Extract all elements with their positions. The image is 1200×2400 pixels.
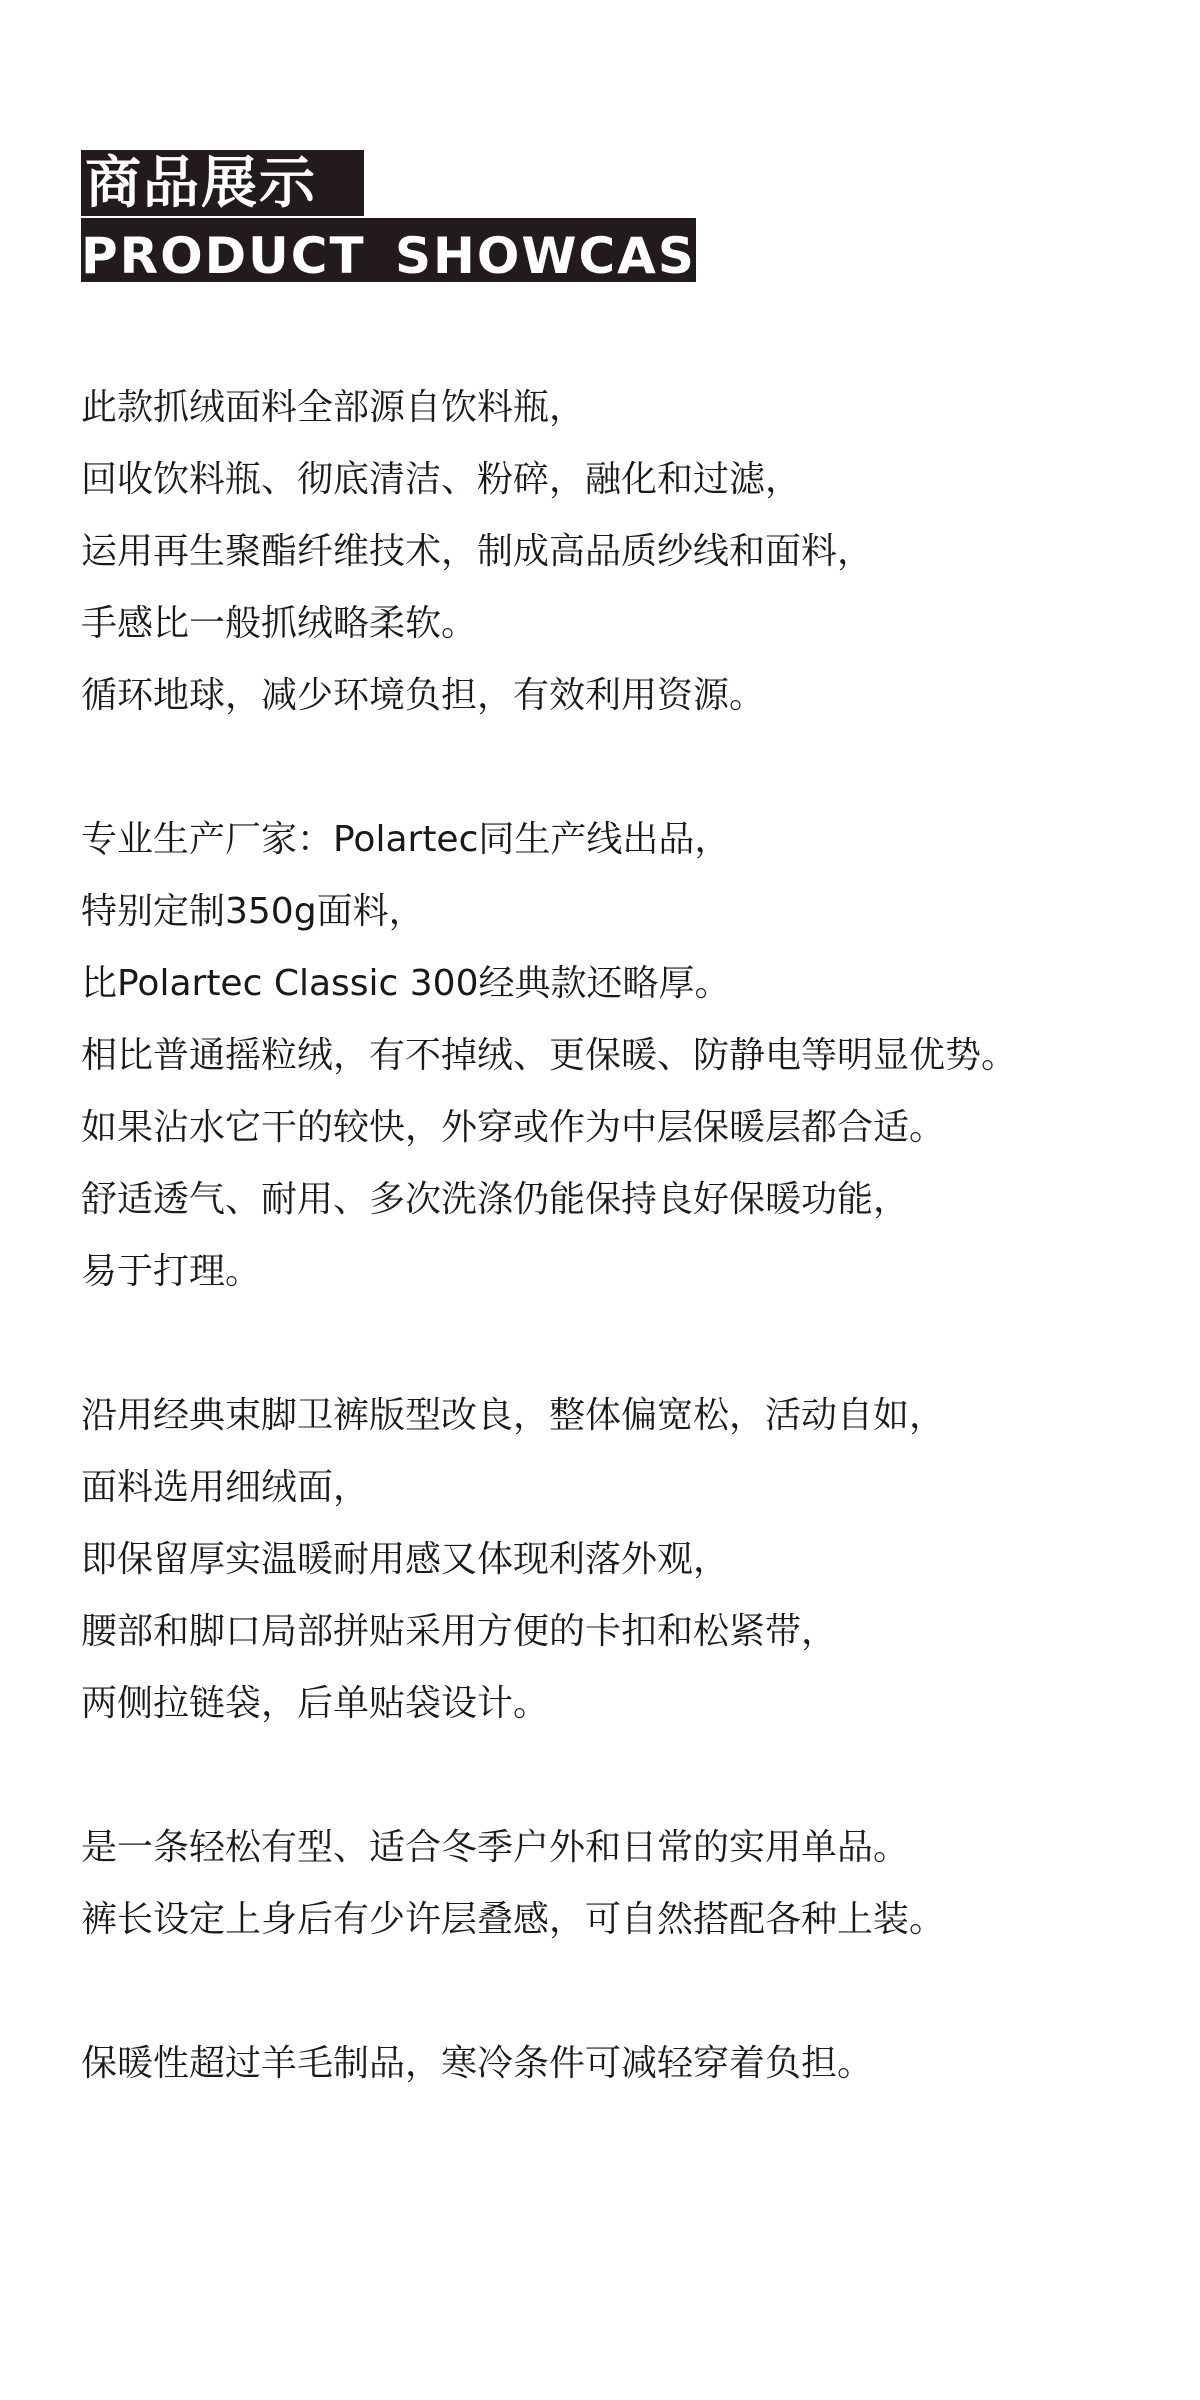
paragraph-warmth bbox=[81, 2028, 1181, 2100]
paragraph-design bbox=[81, 1380, 1181, 1740]
text-line: 专业生产厂家：Polartec同生产线出品， bbox=[81, 819, 731, 860]
product-description bbox=[81, 372, 1181, 2172]
text-line: 两侧拉链袋，后单贴袋设计。 bbox=[81, 1683, 550, 1724]
title-cn-background bbox=[81, 150, 364, 216]
text-line: 即保留厚实温暖耐用感又体现利落外观， bbox=[81, 1539, 730, 1580]
text-line: 相比普通摇粒绒，有不掉绒、更保暖、防静电等明显优势。 bbox=[81, 1035, 1018, 1076]
paragraph-recycled-material bbox=[81, 372, 1181, 732]
text-line: 面料选用细绒面， bbox=[81, 1467, 370, 1508]
text-line: 腰部和脚口局部拼贴采用方便的卡扣和松紧带， bbox=[81, 1611, 838, 1652]
text-line: 保暖性超过羊毛制品，寒冷条件可减轻穿着负担。 bbox=[81, 2043, 874, 2084]
paragraph-manufacturer bbox=[81, 804, 1181, 1308]
section-header bbox=[81, 150, 733, 285]
text-line: 此款抓绒面料全部源自饮料瓶， bbox=[81, 387, 586, 428]
text-line: 是一条轻松有型、适合冬季户外和日常的实用单品。 bbox=[81, 1827, 910, 1868]
text-line: 比Polartec Classic 300经典款还略厚。 bbox=[81, 963, 731, 1004]
section-title-chinese: 商品展示 bbox=[85, 151, 317, 216]
text-line: 舒适透气、耐用、多次洗涤仍能保持良好保暖功能， bbox=[81, 1179, 910, 1220]
text-line: 特别定制350g面料， bbox=[81, 891, 425, 932]
text-line: 循环地球，减少环境负担，有效利用资源。 bbox=[81, 675, 766, 716]
text-line: 沿用经典束脚卫裤版型改良，整体偏宽松，活动自如， bbox=[81, 1395, 946, 1436]
text-line: 回收饮料瓶、彻底清洁、粉碎，融化和过滤， bbox=[81, 459, 802, 500]
title-en-background bbox=[81, 218, 733, 285]
section-title-english: PRODUCT SHOWCASE bbox=[81, 227, 733, 285]
text-line: 易于打理。 bbox=[81, 1251, 262, 1292]
paragraph-styling bbox=[81, 1812, 1181, 1956]
text-line: 裤长设定上身后有少许层叠感，可自然搭配各种上装。 bbox=[81, 1899, 946, 1940]
text-line: 手感比一般抓绒略柔软。 bbox=[81, 603, 478, 644]
text-line: 如果沾水它干的较快，外穿或作为中层保暖层都合适。 bbox=[81, 1107, 946, 1148]
text-line: 运用再生聚酯纤维技术，制成高品质纱线和面料， bbox=[81, 531, 874, 572]
